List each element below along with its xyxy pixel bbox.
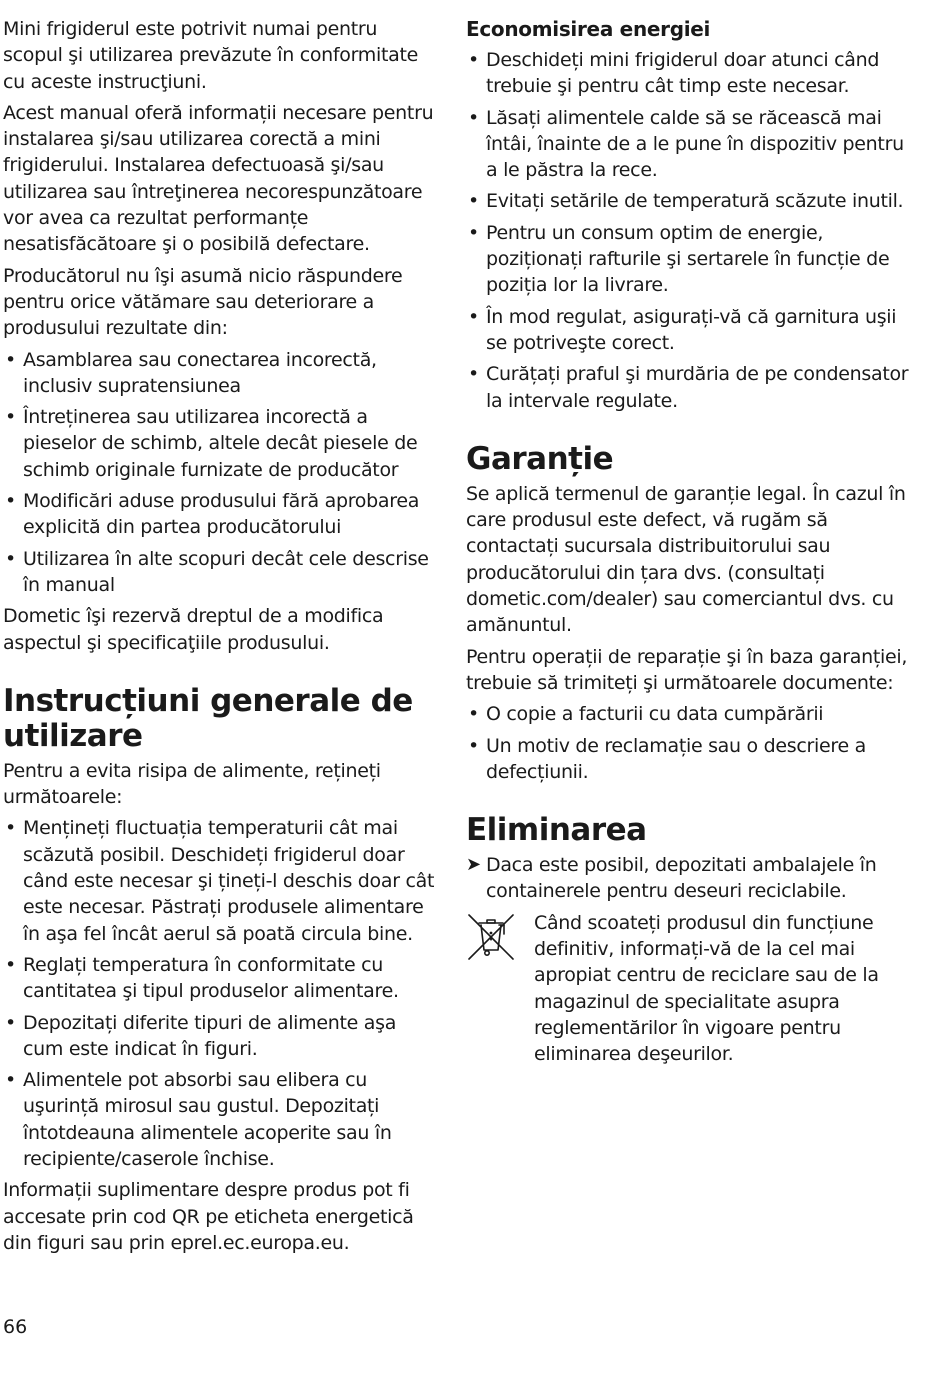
list-item: • Alimentele pot absorbi sau elibera cu uşurință mirosul sau gustul. Depozitați întotdeauna alimentele acoperite sau în recipiente/caserole închise. xyxy=(3,1067,441,1172)
list-item: • Reglați temperatura în conformitate cu cantitatea şi tipul produselor alimentare. xyxy=(3,952,441,1005)
liability-list xyxy=(3,347,441,599)
warranty-paragraph: Se aplică termenul de garanție legal. În cazul în care produsul este defect, vă rugăm să contactați sucursala distribuitorului sau producătorului din țara dvs. (consultați dometic.com/dealer) sau comerciantul dvs. cu amănuntul. xyxy=(466,482,906,637)
list-item: • Un motiv de reclamație sau o descriere a defecțiunii. xyxy=(466,733,914,786)
general-instructions-intro: Pentru a evita risipa de alimente, rețineți următoarele: xyxy=(3,759,381,809)
list-item: • Modificări aduse produsului fără aprobarea explicită din partea producătorului xyxy=(3,488,441,541)
rights-reserved-paragraph: Dometic îşi rezervă dreptul de a modifica aspectul şi specificaţiile produsului. xyxy=(3,605,384,654)
list-item: • O copie a facturii cu data cumpărării xyxy=(466,701,914,727)
warranty-documents-list xyxy=(466,701,914,785)
general-instructions-heading: Instrucțiuni generale de utilizare xyxy=(3,682,413,754)
list-item: • Evitați setările de temperatură scăzute inutil. xyxy=(466,188,914,214)
list-item: • În mod regulat, asigurați-vă că garnitura uşii se potriveşte corect. xyxy=(466,304,914,357)
list-item: • Asamblarea sau conectarea incorectă, inclusiv supratensiunea xyxy=(3,347,441,400)
list-item: • Curățați praful şi murdăria de pe condensator la intervale regulate. xyxy=(466,361,914,414)
disposal-step xyxy=(466,852,914,905)
left-column xyxy=(3,16,441,1261)
warranty-documents-paragraph: Pentru operații de reparație şi în baza garanției, trebuie să trimiteți şi următoarele documente: xyxy=(466,645,908,694)
list-item: • Deschideți mini frigiderul doar atunci când trebuie şi pentru cât timp este necesar. xyxy=(466,47,914,100)
energy-saving-list xyxy=(466,47,914,414)
arrow-icon: ➤ xyxy=(466,854,481,876)
warranty-heading: Garanție xyxy=(466,440,614,477)
energy-saving-heading: Economisirea energiei xyxy=(466,17,711,41)
disposal-step-text: Daca este posibil, depozitati ambalajele în containerele pentru deseuri reciclabile. xyxy=(486,854,877,903)
page-number: 66 xyxy=(3,1316,28,1338)
list-item: • Întreținerea sau utilizarea incorectă a pieselor de schimb, altele decât piesele de schimb originale furnizate de producător xyxy=(3,404,441,483)
list-item: • Lăsați alimentele calde să se răcească mai întâi, înainte de a le pune în dispozitiv pentru a le păstra la rece. xyxy=(466,105,914,184)
disposal-heading: Eliminarea xyxy=(466,812,647,849)
weee-notice-text: Când scoateți produsul din funcțiune definitiv, informați-vă de la cel mai apropiat centru de reciclare sau de la magazinul de specialitate asupra reglementărilor în vigoare pentru eliminarea deşeurilor. xyxy=(534,911,879,1066)
list-item: • Mențineți fluctuația temperaturii cât mai scăzută posibil. Deschideți frigiderul doar când este necesar şi țineți-l deschis doar cât este necesar. Păstrați produsele alimentare în aşa fel încât aerul să poată circula bine. xyxy=(3,815,441,946)
manual-info-paragraph: Acest manual oferă informații necesare pentru instalarea şi/sau utilizarea corectă a mini frigiderului. Instalarea defectuoasă şi/sau utilizarea sau întreţinerea necorespunzătoare vor avea ca rezultat performanțe nesatisfăcătoare şi o posibilă defectare. xyxy=(3,101,434,256)
intended-use-paragraph: Mini frigiderul este potrivit numai pentru scopul şi utilizarea prevăzute în conformitate cu aceste instrucţiuni. xyxy=(3,18,419,93)
crossed-out-wheelie-bin-icon xyxy=(466,912,516,962)
list-item: • Pentru un consum optim de energie, poziționați rafturile şi sertarele în funcție de poziția lor la livrare. xyxy=(466,220,914,299)
general-instructions-list xyxy=(3,815,441,1172)
weee-notice xyxy=(466,910,914,1068)
general-instructions-outro: Informații suplimentare despre produs pot fi accesate prin cod QR pe eticheta energetică din figuri sau prin eprel.ec.europa.eu. xyxy=(3,1179,414,1254)
list-item: • Depozitați diferite tipuri de alimente aşa cum este indicat în figuri. xyxy=(3,1010,441,1063)
list-item: • Utilizarea în alte scopuri decât cele descrise în manual xyxy=(3,546,441,599)
liability-intro-paragraph: Producătorul nu îşi asumă nicio răspundere pentru orice vătămare sau deteriorare a produsului rezultate din: xyxy=(3,264,403,340)
right-column xyxy=(466,16,914,1068)
